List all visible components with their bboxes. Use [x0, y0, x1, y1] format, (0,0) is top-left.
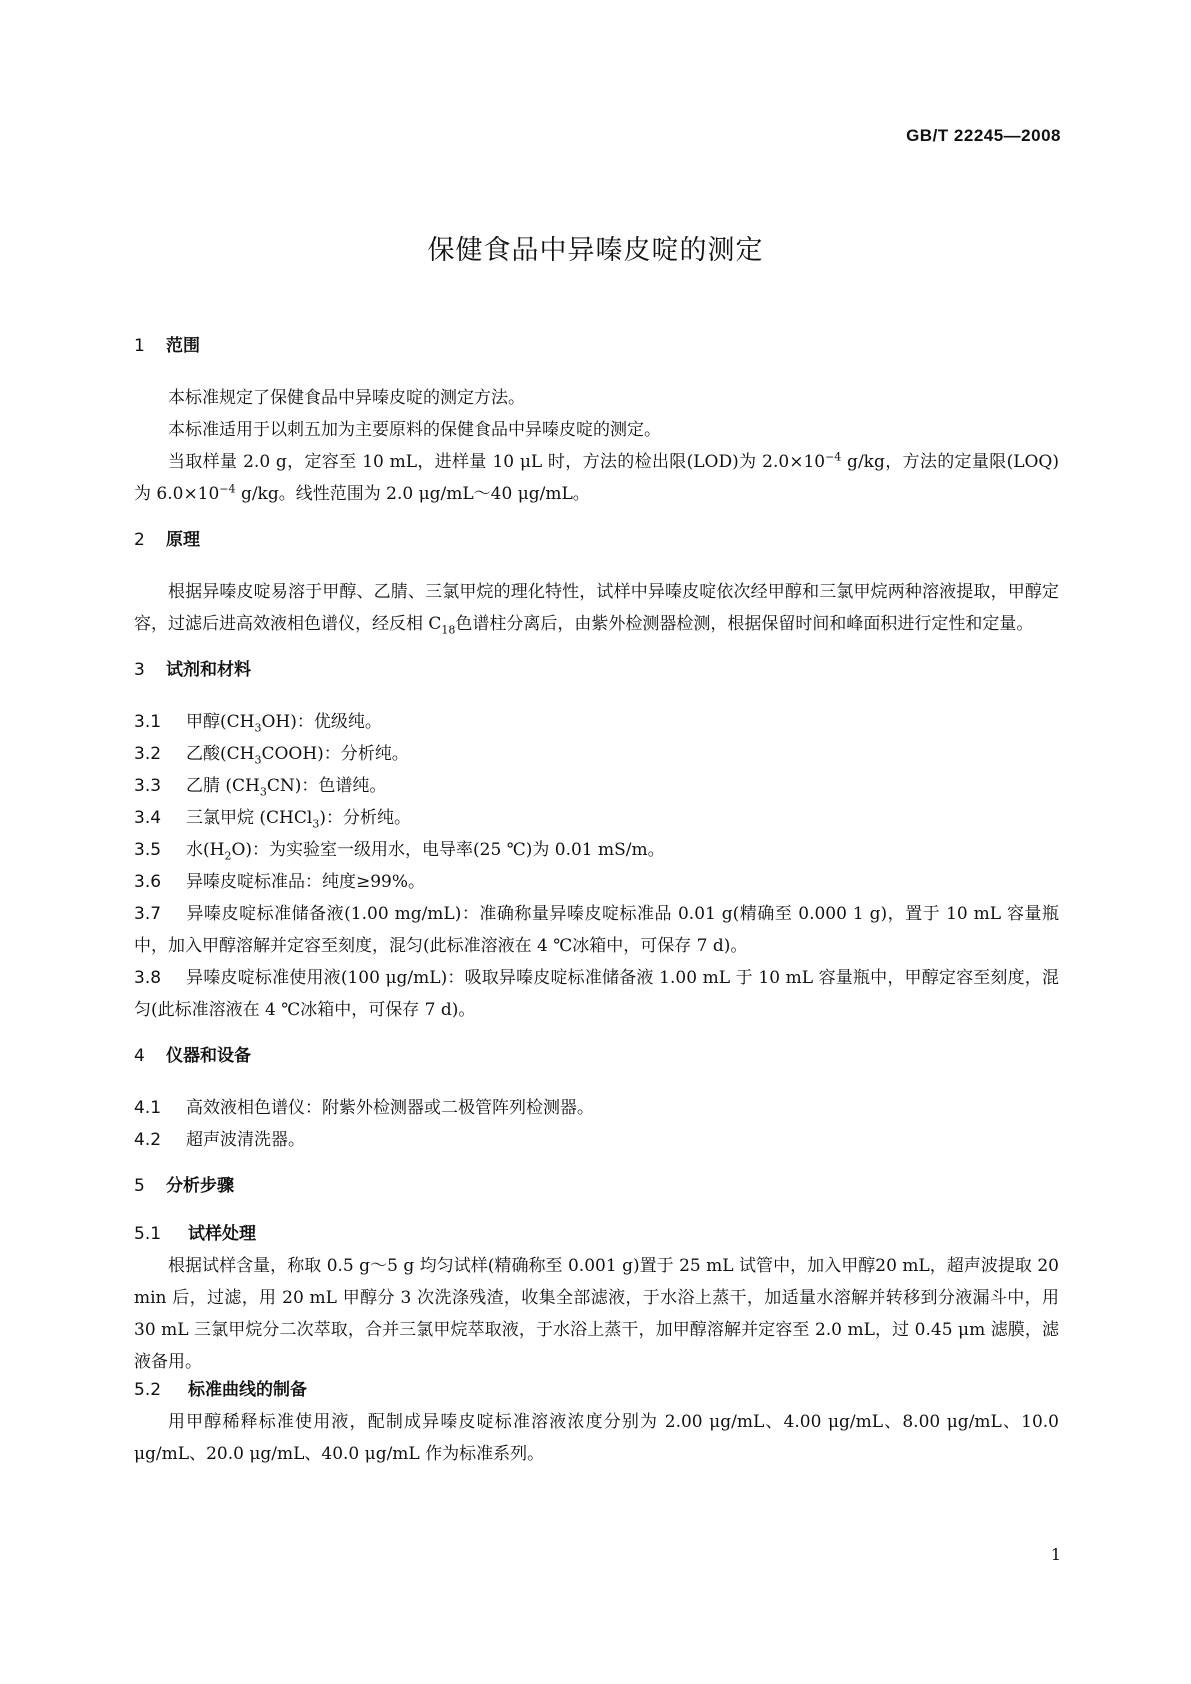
text-run: COOH)：分析纯。: [261, 744, 409, 764]
item-number: 3.4: [134, 808, 162, 828]
subsection-number: 5.2: [134, 1380, 162, 1400]
paragraph: 根据试样含量，称取 0.5 g～5 g 均匀试样(精确称至 0.001 g)置于 25 mL 试管中，加入甲醇20 mL，超声波提取 20 min 后，过滤，用 20 mL 甲醇分 3 次洗涤残渣，收集全部滤液，于水浴上蒸干，加适量水溶解并转移到分液漏斗中，用 30 mL 三氯甲烷分二次萃取，合并三氯甲烷萃取液，于水浴上蒸干，加甲醇溶解并定容至 2.0 mL，过 0.45 μm 滤膜，滤液备用。: [134, 1256, 1059, 1372]
list-item: [134, 706, 1059, 738]
superscript: −4: [825, 450, 842, 464]
list-item: [134, 802, 1059, 834]
section-number: 3: [134, 660, 145, 680]
item-number: 3.7: [134, 904, 162, 924]
list-item: [134, 898, 1059, 962]
subsection-5-2-heading: [134, 1378, 1059, 1402]
text-run: 超声波清洗器。: [186, 1130, 305, 1150]
subscript: 3: [259, 785, 267, 799]
paragraph: 本标准规定了保健食品中异嗪皮啶的测定方法。: [168, 388, 525, 408]
section-title: 原理: [166, 530, 200, 550]
paragraph: [134, 446, 1059, 510]
text-run: O)：为实验室一级用水，电导率(25 ℃)为 0.01 mS/m。: [231, 840, 665, 860]
item-number: 3.3: [134, 776, 162, 796]
item-number: 3.2: [134, 744, 162, 764]
document-title: 保健食品中异嗪皮啶的测定: [427, 235, 764, 266]
subsection-number: 5.1: [134, 1224, 162, 1244]
subscript: 2: [224, 849, 232, 863]
list-item: [134, 1092, 1059, 1124]
item-number: 3.6: [134, 872, 162, 892]
section-1-heading: [134, 334, 1059, 358]
section-number: 4: [134, 1046, 145, 1066]
paragraph: [134, 576, 1059, 640]
paragraph: 用甲醇稀释标准使用液，配制成异嗪皮啶标准溶液浓度分别为 2.00 μg/mL、4.00 μg/mL、8.00 μg/mL、10.0 μg/mL、20.0 μg/mL、40.0 μg/mL 作为标准系列。: [134, 1412, 1059, 1464]
subscript: 3: [312, 817, 320, 831]
list-item: [134, 738, 1059, 770]
section-title: 分析步骤: [166, 1176, 234, 1196]
item-number: 4.1: [134, 1098, 162, 1118]
text-run: 水(H: [186, 840, 225, 860]
text-run: 当取样量 2.0 g，定容至 10 mL，进样量 10 μL 时，方法的检出限(LOD)为 2.0×10: [168, 452, 826, 472]
list-item: [134, 962, 1059, 1026]
item-number: 4.2: [134, 1130, 162, 1150]
subsection-title: 试样处理: [188, 1224, 256, 1244]
item-number: 3.8: [134, 968, 162, 988]
subsection-title: 标准曲线的制备: [188, 1380, 307, 1400]
item-number: 3.5: [134, 840, 162, 860]
subscript: 18: [441, 623, 456, 637]
section-4-heading: [134, 1044, 1059, 1068]
subsection-5-1-heading: [134, 1222, 1059, 1246]
text-run: )：分析纯。: [319, 808, 411, 828]
section-number: 1: [134, 336, 145, 356]
section-2-heading: [134, 528, 1059, 552]
document-body: [134, 334, 1059, 1470]
text-run: 甲醇(CH: [186, 712, 255, 732]
text-run: 乙酸(CH: [186, 744, 255, 764]
subscript: 3: [254, 721, 262, 735]
section-title: 仪器和设备: [166, 1046, 251, 1066]
section-number: 2: [134, 530, 145, 550]
section-number: 5: [134, 1176, 145, 1196]
superscript: −4: [219, 482, 236, 496]
section-5-heading: [134, 1174, 1059, 1198]
page-number: 1: [1050, 1545, 1061, 1564]
text-run: 色谱柱分离后，由紫外检测器检测，根据保留时间和峰面积进行定性和定量。: [455, 614, 1034, 634]
list-item: [134, 1124, 1059, 1156]
subscript: 3: [254, 753, 262, 767]
text-run: 异嗪皮啶标准储备液(1.00 mg/mL)：准确称量异嗪皮啶标准品 0.01 g(精确至 0.000 1 g)，置于 10 mL 容量瓶中，加入甲醇溶解并定容至刻度，混匀(此标准溶液在 4 ℃冰箱中，可保存 7 d)。: [134, 904, 1059, 956]
text-run: g/kg，方法的定量限(LOQ)为 6.0×10: [134, 452, 1060, 504]
text-run: CN)：色谱纯。: [266, 776, 387, 796]
text-run: g/kg。线性范围为 2.0 μg/mL～40 μg/mL。: [235, 484, 590, 504]
text-run: OH)：优级纯。: [261, 712, 382, 732]
section-3-heading: [134, 658, 1059, 682]
section-title: 范围: [166, 336, 200, 356]
paragraph: 本标准适用于以刺五加为主要原料的保健食品中异嗪皮啶的测定。: [168, 420, 661, 440]
list-item: [134, 834, 1059, 866]
list-item: [134, 770, 1059, 802]
standard-code: GB/T 22245—2008: [906, 126, 1061, 145]
text-run: 根据异嗪皮啶易溶于甲醇、乙腈、三氯甲烷的理化特性，试样中异嗪皮啶依次经甲醇和三氯甲烷两种溶液提取，甲醇定容，过滤后进高效液相色谱仪，经反相 C: [134, 582, 1059, 634]
text-run: 高效液相色谱仪：附紫外检测器或二极管阵列检测器。: [186, 1098, 594, 1118]
item-number: 3.1: [134, 712, 162, 732]
section-title: 试剂和材料: [166, 660, 251, 680]
text-run: 乙腈 (CH: [186, 776, 260, 796]
text-run: 异嗪皮啶标准品：纯度≥99%。: [186, 872, 426, 892]
list-item: [134, 866, 1059, 898]
text-run: 异嗪皮啶标准使用液(100 μg/mL)：吸取异嗪皮啶标准储备液 1.00 mL 于 10 mL 容量瓶中，甲醇定容至刻度，混匀(此标准溶液在 4 ℃冰箱中，可保存 7 d)。: [134, 968, 1059, 1020]
text-run: 三氯甲烷 (CHCl: [186, 808, 313, 828]
